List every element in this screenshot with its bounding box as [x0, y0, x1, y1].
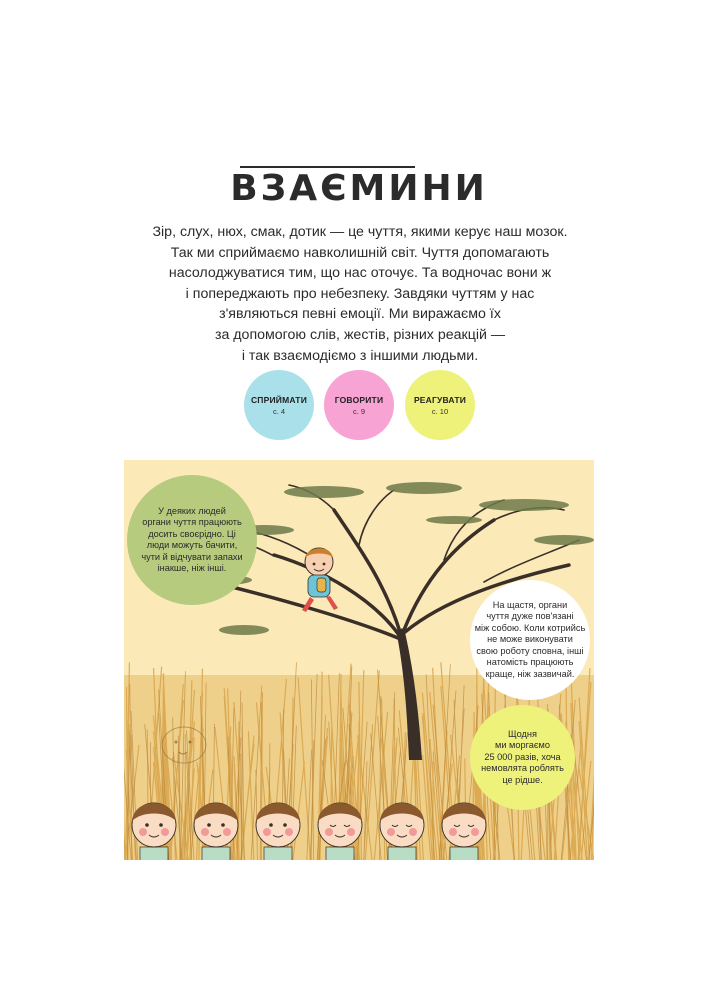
note-line: органи чуття працюють	[142, 517, 242, 527]
note-left	[127, 475, 257, 605]
note-line: На щастя, органи	[492, 599, 568, 610]
intro-text	[150, 222, 570, 366]
intro-line: і попереджають про небезпеку. Завдяки чуттям у нас	[185, 285, 535, 302]
note-line: Щодня	[508, 728, 537, 739]
chapter-page: с. 10	[431, 406, 449, 416]
note-line: ми моргаємо	[495, 740, 550, 751]
chapter-chip-react[interactable]	[405, 370, 475, 440]
note-line: це рідше.	[502, 774, 543, 785]
note-line: 25 000 разів, хоча	[484, 751, 561, 762]
note-bottom	[470, 705, 575, 810]
intro-line: і так взаємодіємо з іншими людьми.	[241, 347, 479, 364]
chapter-label: ГОВОРИТИ	[334, 394, 384, 405]
note-right	[470, 580, 590, 700]
note-line: люди можуть бачити,	[146, 540, 238, 550]
intro-line: насолоджуватися тим, що нас оточує. Та водночас вони ж	[168, 265, 552, 282]
note-line: У деяких людей	[158, 505, 226, 516]
note-line: краще, ніж зазвичай.	[485, 668, 575, 679]
chapter-chip-speak[interactable]	[324, 370, 394, 440]
intro-line: за допомогою слів, жестів, різних реакцій —	[214, 326, 506, 343]
note-line: інакше, ніж інші.	[157, 563, 227, 573]
chapter-page: с. 4	[272, 406, 286, 416]
note-line: чути й відчувати запахи	[141, 551, 243, 562]
note-line: не може виконувати	[487, 634, 573, 645]
page-title: ВЗАЄМИНИ	[230, 168, 488, 209]
chapter-label: СПРИЙМАТИ	[250, 394, 308, 405]
note-line: натомість працюють	[486, 657, 574, 668]
chapter-page: с. 9	[352, 406, 366, 416]
note-line: чуття дуже пов'язані	[486, 611, 574, 622]
note-line: досить своєрідно. Ці	[148, 528, 236, 539]
intro-line: Зір, слух, нюх, смак, дотик — це чуття, якими керує наш мозок.	[152, 224, 568, 240]
intro-line: Так ми сприймаємо навколишній світ. Чуття допомагають	[170, 244, 550, 261]
note-line: немовлята роблять	[481, 763, 564, 774]
chapter-label: РЕАГУВАТИ	[413, 394, 467, 405]
chapter-chip-perceive[interactable]	[244, 370, 314, 440]
intro-line: з'являються певні емоції. Ми виражаємо їх	[219, 306, 501, 323]
note-line: свою роботу сповна, інші	[476, 645, 584, 656]
note-line: між собою. Коли котрийсь	[474, 622, 586, 633]
